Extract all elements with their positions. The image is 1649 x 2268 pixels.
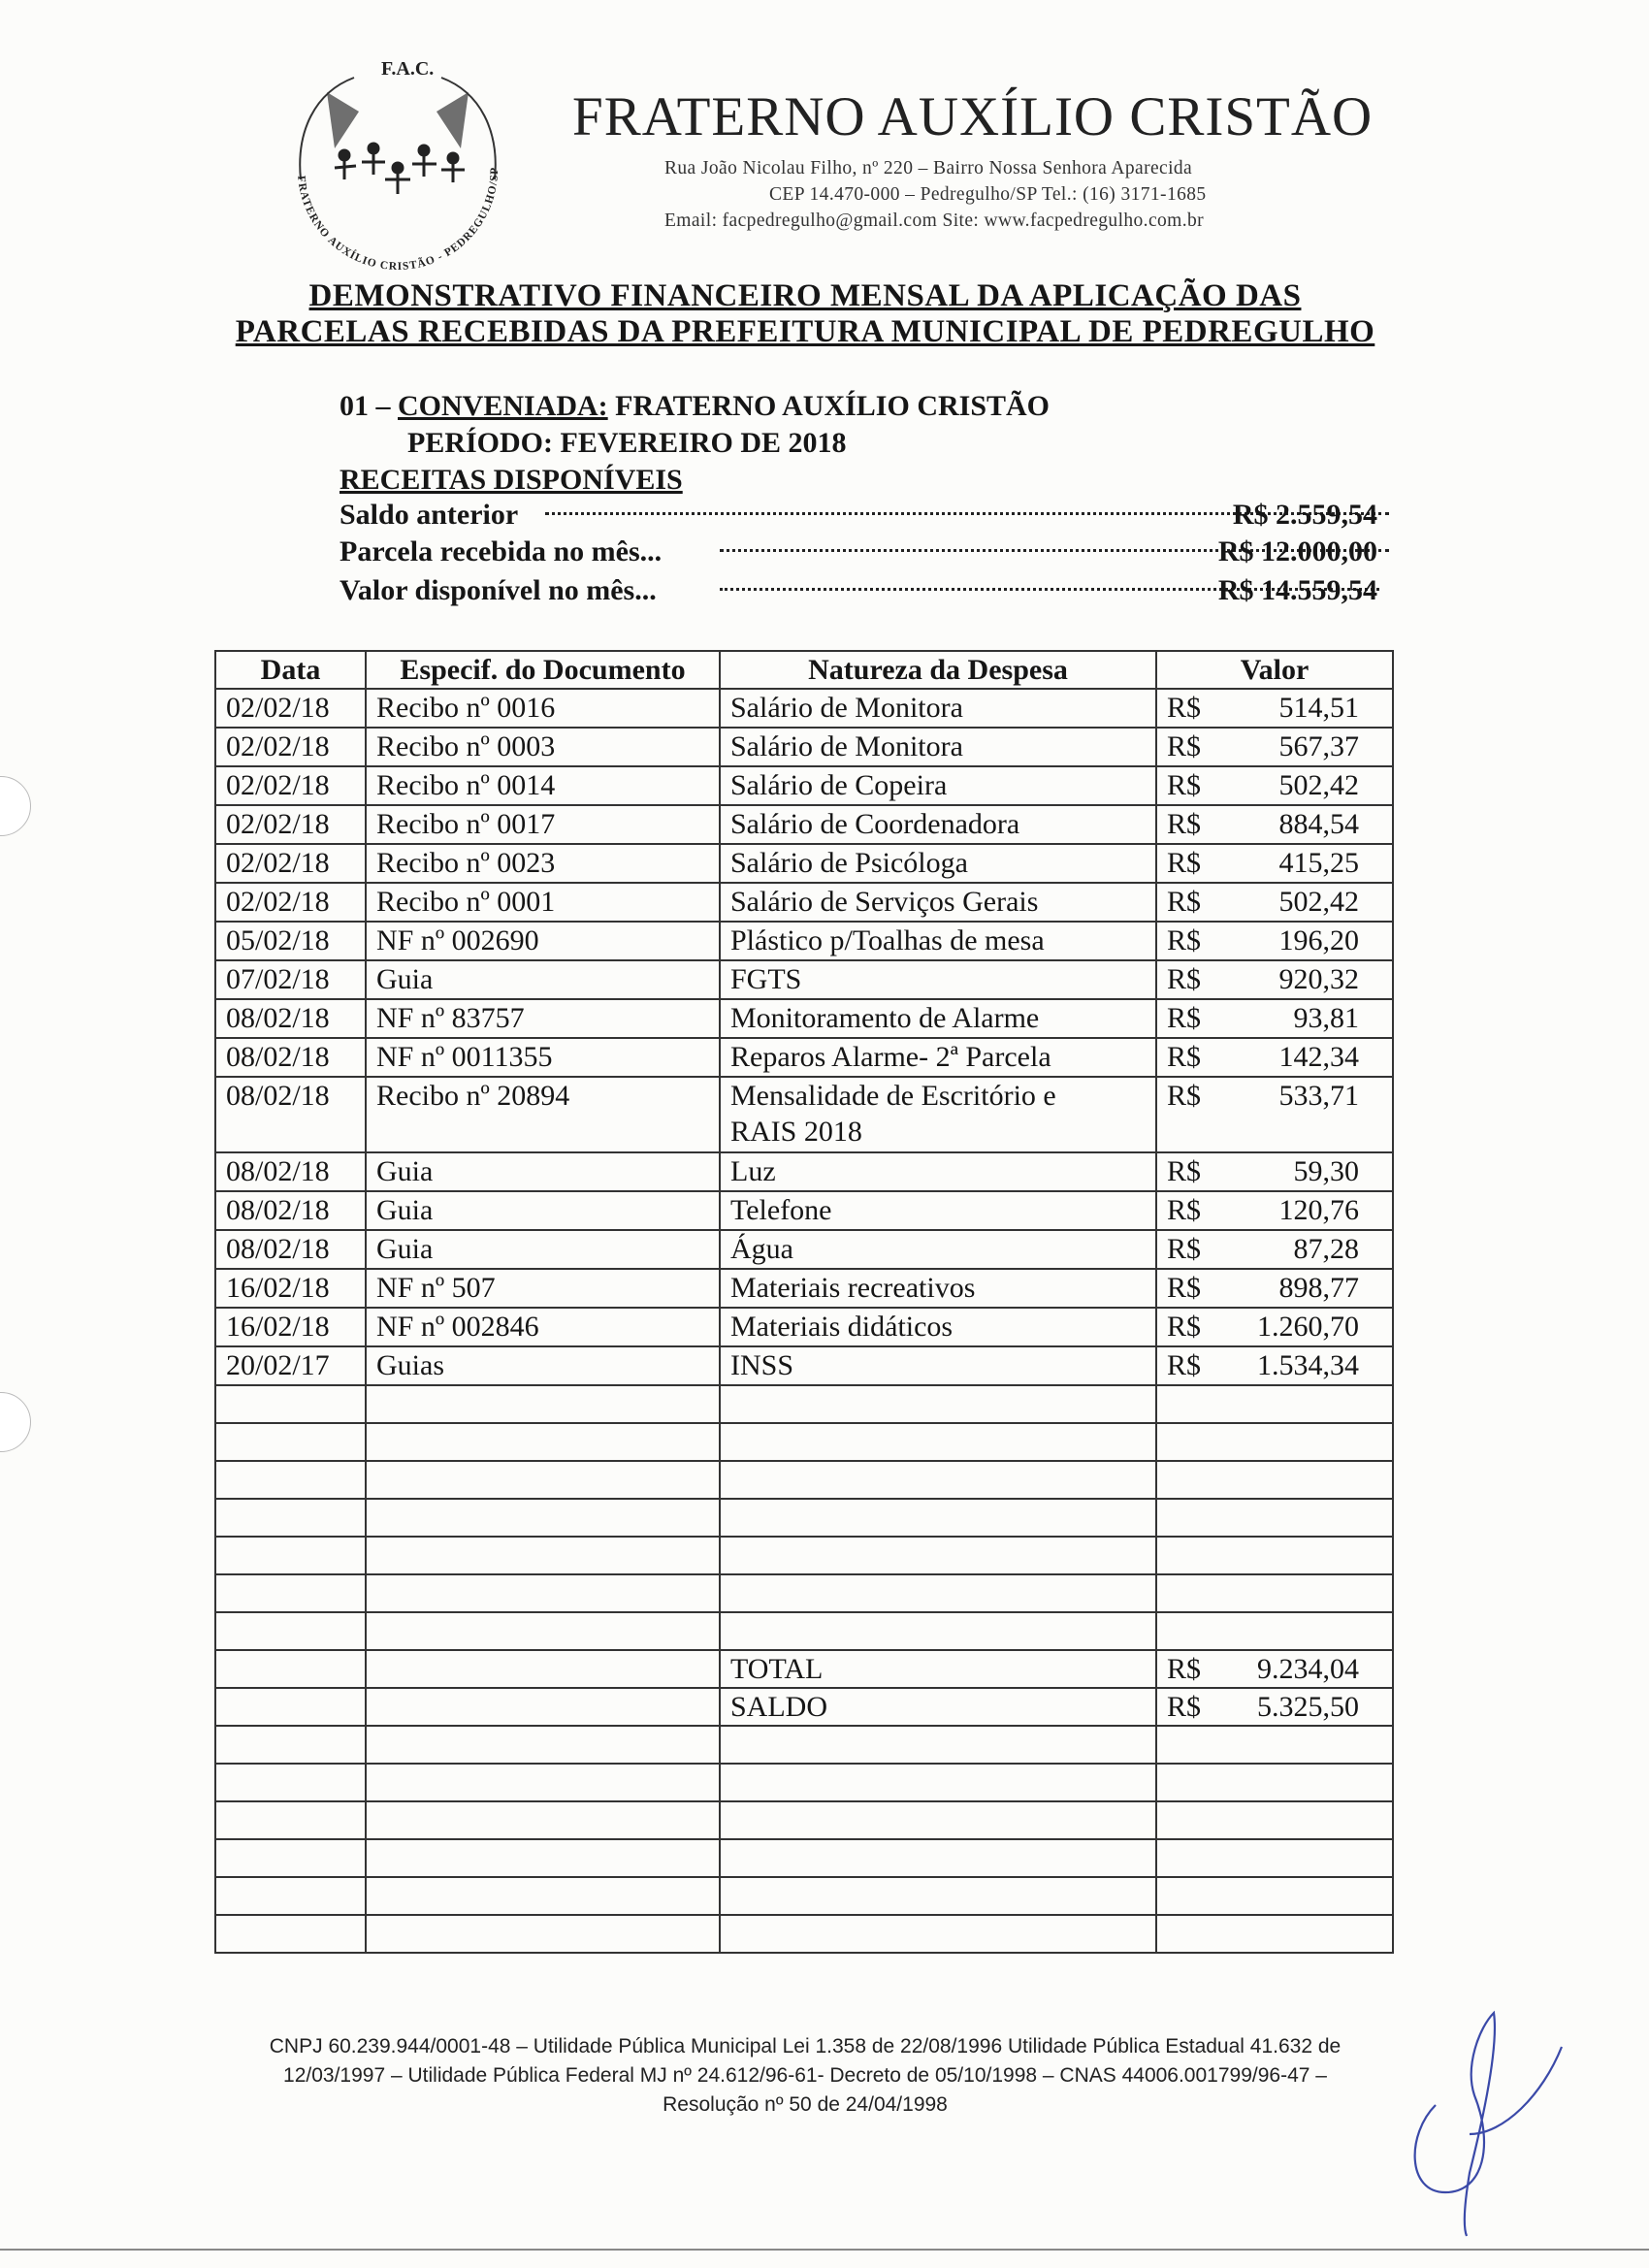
punch-hole bbox=[0, 776, 31, 836]
empty-cell bbox=[215, 1688, 366, 1726]
empty-cell bbox=[215, 1499, 366, 1537]
table-row bbox=[215, 1038, 1393, 1077]
cell-data: 08/02/18 bbox=[215, 1077, 366, 1152]
cell-valor: 1.534,34 bbox=[1224, 1346, 1393, 1385]
empty-cell bbox=[366, 1801, 720, 1839]
cell-currency: R$ bbox=[1156, 1269, 1224, 1308]
natureza-text-cont: RAIS 2018 bbox=[730, 1116, 862, 1148]
cell-natureza bbox=[720, 1038, 1156, 1077]
cell-natureza bbox=[720, 1152, 1156, 1191]
empty-cell bbox=[720, 1801, 1156, 1839]
empty-row bbox=[215, 1385, 1393, 1423]
cell-natureza bbox=[720, 960, 1156, 999]
empty-cell bbox=[720, 1461, 1156, 1499]
cell-documento: NF nº 002690 bbox=[366, 922, 720, 960]
periodo: PERÍODO: FEVEREIRO DE 2018 bbox=[407, 427, 847, 459]
table-row bbox=[215, 689, 1393, 728]
handwritten-signature bbox=[1377, 1989, 1571, 2241]
cell-valor: 87,28 bbox=[1224, 1230, 1393, 1269]
empty-cell bbox=[1224, 1877, 1393, 1915]
document-title-line-2: PARCELAS RECEBIDAS DA PREFEITURA MUNICIPAL DE PEDREGULHO bbox=[235, 314, 1375, 349]
empty-row bbox=[215, 1764, 1393, 1801]
cell-currency: R$ bbox=[1156, 1038, 1224, 1077]
cell-documento: Guia bbox=[366, 1191, 720, 1230]
empty-cell bbox=[366, 1726, 720, 1764]
empty-cell bbox=[215, 1650, 366, 1688]
empty-cell bbox=[215, 1423, 366, 1461]
cell-documento: Recibo nº 0003 bbox=[366, 728, 720, 766]
empty-cell bbox=[1156, 1726, 1224, 1764]
empty-cell bbox=[1224, 1612, 1393, 1650]
empty-cell bbox=[720, 1726, 1156, 1764]
natureza-text: INSS bbox=[730, 1349, 794, 1381]
address-line-3: Email: facpedregulho@gmail.com Site: www.facpedregulho.com.br bbox=[664, 211, 1205, 231]
cell-currency: R$ bbox=[1156, 960, 1224, 999]
total-row bbox=[215, 1650, 1393, 1688]
natureza-text: Luz bbox=[730, 1155, 776, 1187]
page-edge-line bbox=[0, 2249, 1649, 2251]
cell-currency: R$ bbox=[1156, 1308, 1224, 1346]
cell-currency: R$ bbox=[1156, 844, 1224, 883]
cell-documento: Guia bbox=[366, 960, 720, 999]
table-header-row bbox=[215, 651, 1393, 689]
footer-line-3: Resolução nº 50 de 24/04/1998 bbox=[663, 2093, 948, 2116]
header-data: Data bbox=[215, 651, 366, 689]
natureza-text: Salário de Monitora bbox=[730, 730, 963, 762]
cell-valor: 533,71 bbox=[1224, 1077, 1393, 1152]
receita-saldo-anterior bbox=[340, 499, 1377, 534]
cell-currency: R$ bbox=[1156, 1077, 1224, 1152]
table-row bbox=[215, 844, 1393, 883]
empty-cell bbox=[215, 1612, 366, 1650]
cell-currency: R$ bbox=[1156, 922, 1224, 960]
cell-valor: 502,42 bbox=[1224, 883, 1393, 922]
empty-cell bbox=[1156, 1764, 1224, 1801]
cell-data: 07/02/18 bbox=[215, 960, 366, 999]
empty-row bbox=[215, 1574, 1393, 1612]
empty-cell bbox=[1156, 1915, 1224, 1953]
empty-cell bbox=[720, 1764, 1156, 1801]
empty-cell bbox=[1224, 1423, 1393, 1461]
empty-cell bbox=[215, 1915, 366, 1953]
empty-cell bbox=[720, 1915, 1156, 1953]
empty-cell bbox=[215, 1839, 366, 1877]
empty-row bbox=[215, 1801, 1393, 1839]
empty-cell bbox=[366, 1574, 720, 1612]
cell-currency: R$ bbox=[1156, 1191, 1224, 1230]
table-row bbox=[215, 728, 1393, 766]
punch-hole bbox=[0, 1392, 31, 1452]
natureza-text: Plástico p/Toalhas de mesa bbox=[730, 924, 1045, 956]
empty-cell bbox=[1156, 1423, 1224, 1461]
cell-data: 16/02/18 bbox=[215, 1269, 366, 1308]
conveniada-name: FRATERNO AUXÍLIO CRISTÃO bbox=[607, 390, 1051, 422]
cell-natureza bbox=[720, 1346, 1156, 1385]
header-valor: Valor bbox=[1156, 651, 1393, 689]
table-row bbox=[215, 922, 1393, 960]
table-row bbox=[215, 1308, 1393, 1346]
empty-cell bbox=[366, 1385, 720, 1423]
cell-natureza bbox=[720, 922, 1156, 960]
empty-row bbox=[215, 1915, 1393, 1953]
table-row bbox=[215, 960, 1393, 999]
cell-data: 02/02/18 bbox=[215, 689, 366, 728]
cell-valor: 415,25 bbox=[1224, 844, 1393, 883]
table-row bbox=[215, 999, 1393, 1038]
document-title-line-1: DEMONSTRATIVO FINANCEIRO MENSAL DA APLICAÇÃO DAS bbox=[308, 278, 1302, 313]
empty-cell bbox=[1224, 1839, 1393, 1877]
cell-documento: Guia bbox=[366, 1230, 720, 1269]
address-line-1: Rua João Nicolau Filho, nº 220 – Bairro Nossa Senhora Aparecida bbox=[664, 158, 1193, 178]
cell-valor: 884,54 bbox=[1224, 805, 1393, 844]
natureza-text: Salário de Copeira bbox=[730, 769, 948, 801]
cell-data: 08/02/18 bbox=[215, 1230, 366, 1269]
empty-cell bbox=[1156, 1499, 1224, 1537]
cell-currency: R$ bbox=[1156, 1230, 1224, 1269]
empty-cell bbox=[366, 1915, 720, 1953]
logo-initials: F.A.C. bbox=[381, 58, 435, 80]
empty-cell bbox=[366, 1839, 720, 1877]
cell-documento: Guias bbox=[366, 1346, 720, 1385]
empty-cell bbox=[720, 1612, 1156, 1650]
footer-line-1: CNPJ 60.239.944/0001-48 – Utilidade Pública Municipal Lei 1.358 de 22/08/1996 Utilidade Pública Estadual 41.632 de bbox=[269, 2035, 1342, 2057]
cell-valor: 920,32 bbox=[1224, 960, 1393, 999]
cell-valor: 59,30 bbox=[1224, 1152, 1393, 1191]
cell-natureza bbox=[720, 1308, 1156, 1346]
cell-documento: Recibo nº 20894 bbox=[366, 1077, 720, 1152]
empty-cell bbox=[215, 1801, 366, 1839]
empty-cell bbox=[215, 1726, 366, 1764]
natureza-text: Mensalidade de Escritório e bbox=[730, 1080, 1056, 1112]
logo-ring-text: FRATERNO AUXÍLIO CRISTÃO - PEDREGULHO/SP bbox=[295, 166, 501, 274]
receita-parcela-recebida bbox=[340, 535, 1377, 570]
cell-natureza bbox=[720, 999, 1156, 1038]
table-row bbox=[215, 805, 1393, 844]
empty-cell bbox=[366, 1650, 720, 1688]
empty-cell bbox=[720, 1574, 1156, 1612]
empty-cell bbox=[366, 1764, 720, 1801]
empty-cell bbox=[1224, 1726, 1393, 1764]
cell-data: 05/02/18 bbox=[215, 922, 366, 960]
empty-cell bbox=[215, 1574, 366, 1612]
empty-cell bbox=[1224, 1499, 1393, 1537]
table-row bbox=[215, 1346, 1393, 1385]
cell-valor: 196,20 bbox=[1224, 922, 1393, 960]
cell-data: 08/02/18 bbox=[215, 1152, 366, 1191]
cell-valor: 142,34 bbox=[1224, 1038, 1393, 1077]
empty-cell bbox=[366, 1423, 720, 1461]
cell-data: 08/02/18 bbox=[215, 1038, 366, 1077]
header-natureza: Natureza da Despesa bbox=[720, 651, 1156, 689]
receita-label: Saldo anterior bbox=[340, 499, 519, 531]
cell-documento: Recibo nº 0016 bbox=[366, 689, 720, 728]
conveniada-line bbox=[340, 390, 1050, 423]
receitas-title: RECEITAS DISPONÍVEIS bbox=[340, 464, 683, 496]
empty-row bbox=[215, 1423, 1393, 1461]
empty-row bbox=[215, 1726, 1393, 1764]
empty-cell bbox=[1156, 1537, 1224, 1574]
cell-natureza bbox=[720, 766, 1156, 805]
cell-currency: R$ bbox=[1156, 1650, 1224, 1688]
cell-documento: Recibo nº 0001 bbox=[366, 883, 720, 922]
receita-value: R$ 12.000,00 bbox=[1217, 535, 1377, 567]
empty-cell bbox=[1224, 1764, 1393, 1801]
cell-documento: NF nº 83757 bbox=[366, 999, 720, 1038]
cell-natureza bbox=[720, 883, 1156, 922]
table-row bbox=[215, 766, 1393, 805]
empty-row bbox=[215, 1612, 1393, 1650]
cell-natureza bbox=[720, 805, 1156, 844]
cell-valor: 93,81 bbox=[1224, 999, 1393, 1038]
empty-cell bbox=[1156, 1612, 1224, 1650]
empty-cell bbox=[366, 1688, 720, 1726]
empty-cell bbox=[215, 1537, 366, 1574]
cell-valor: 120,76 bbox=[1224, 1191, 1393, 1230]
table-row bbox=[215, 1152, 1393, 1191]
total-value: 9.234,04 bbox=[1224, 1650, 1393, 1688]
cell-natureza bbox=[720, 1269, 1156, 1308]
table-row bbox=[215, 1269, 1393, 1308]
cell-natureza bbox=[720, 1230, 1156, 1269]
natureza-text: Salário de Psicóloga bbox=[730, 847, 968, 879]
cell-data: 08/02/18 bbox=[215, 999, 366, 1038]
natureza-text: Materiais didáticos bbox=[730, 1311, 954, 1343]
natureza-text: Água bbox=[730, 1233, 793, 1265]
natureza-text: Reparos Alarme- 2ª Parcela bbox=[730, 1041, 1051, 1073]
natureza-text: Salário de Serviços Gerais bbox=[730, 886, 1039, 918]
empty-cell bbox=[366, 1612, 720, 1650]
empty-cell bbox=[1224, 1915, 1393, 1953]
cell-natureza bbox=[720, 689, 1156, 728]
conveniada-label: CONVENIADA: bbox=[398, 390, 608, 422]
header-documento: Especif. do Documento bbox=[366, 651, 720, 689]
empty-cell bbox=[720, 1499, 1156, 1537]
footer-line-2: 12/03/1997 – Utilidade Pública Federal MJ nº 24.612/96-61- Decreto de 05/10/1998 – CNAS 44006.001799/96-47 – bbox=[283, 2064, 1327, 2087]
natureza-text: Salário de Coordenadora bbox=[730, 808, 1020, 840]
cell-valor: 567,37 bbox=[1224, 728, 1393, 766]
empty-cell bbox=[1224, 1574, 1393, 1612]
natureza-text: Telefone bbox=[730, 1194, 832, 1226]
empty-cell bbox=[215, 1764, 366, 1801]
cell-natureza bbox=[720, 728, 1156, 766]
cell-data: 02/02/18 bbox=[215, 766, 366, 805]
empty-row bbox=[215, 1839, 1393, 1877]
cell-documento: Guia bbox=[366, 1152, 720, 1191]
natureza-text: Monitoramento de Alarme bbox=[730, 1002, 1040, 1034]
cell-currency: R$ bbox=[1156, 689, 1224, 728]
cell-data: 02/02/18 bbox=[215, 883, 366, 922]
empty-row bbox=[215, 1499, 1393, 1537]
cell-documento: NF nº 507 bbox=[366, 1269, 720, 1308]
table-row bbox=[215, 1191, 1393, 1230]
saldo-row bbox=[215, 1688, 1393, 1726]
natureza-text: Salário de Monitora bbox=[730, 692, 963, 724]
empty-cell bbox=[1156, 1839, 1224, 1877]
saldo-label: SALDO bbox=[720, 1688, 1156, 1726]
empty-cell bbox=[1156, 1574, 1224, 1612]
empty-cell bbox=[215, 1461, 366, 1499]
cell-data: 08/02/18 bbox=[215, 1191, 366, 1230]
cell-currency: R$ bbox=[1156, 1152, 1224, 1191]
empty-cell bbox=[366, 1461, 720, 1499]
expenses-table bbox=[214, 650, 1394, 1954]
footer bbox=[194, 2032, 1416, 2120]
empty-cell bbox=[720, 1537, 1156, 1574]
cell-currency: R$ bbox=[1156, 1688, 1224, 1726]
cell-data: 02/02/18 bbox=[215, 844, 366, 883]
cell-natureza bbox=[720, 1077, 1156, 1152]
receita-label: Parcela recebida no mês... bbox=[340, 535, 663, 567]
cell-natureza bbox=[720, 844, 1156, 883]
empty-cell bbox=[1156, 1385, 1224, 1423]
total-label: TOTAL bbox=[720, 1650, 1156, 1688]
receita-value: R$ 2.559,54 bbox=[1232, 499, 1377, 531]
cell-valor: 1.260,70 bbox=[1224, 1308, 1393, 1346]
cell-natureza bbox=[720, 1191, 1156, 1230]
empty-cell bbox=[720, 1423, 1156, 1461]
empty-cell bbox=[366, 1877, 720, 1915]
empty-cell bbox=[1156, 1461, 1224, 1499]
cell-data: 16/02/18 bbox=[215, 1308, 366, 1346]
empty-cell bbox=[366, 1537, 720, 1574]
cell-currency: R$ bbox=[1156, 883, 1224, 922]
receita-label: Valor disponível no mês... bbox=[340, 574, 657, 606]
cell-documento: NF nº 0011355 bbox=[366, 1038, 720, 1077]
empty-cell bbox=[366, 1499, 720, 1537]
cell-data: 20/02/17 bbox=[215, 1346, 366, 1385]
cell-valor: 898,77 bbox=[1224, 1269, 1393, 1308]
cell-valor: 514,51 bbox=[1224, 689, 1393, 728]
empty-cell bbox=[1224, 1801, 1393, 1839]
empty-row bbox=[215, 1537, 1393, 1574]
receita-valor-disponivel bbox=[340, 574, 1377, 609]
cell-documento: Recibo nº 0023 bbox=[366, 844, 720, 883]
cell-documento: NF nº 002846 bbox=[366, 1308, 720, 1346]
address-line-2: CEP 14.470-000 – Pedregulho/SP Tel.: (16) 3171-1685 bbox=[769, 184, 1207, 205]
empty-cell bbox=[1224, 1537, 1393, 1574]
empty-cell bbox=[1156, 1877, 1224, 1915]
natureza-text: FGTS bbox=[730, 963, 802, 995]
cell-currency: R$ bbox=[1156, 1346, 1224, 1385]
receita-value: R$ 14.559,54 bbox=[1217, 574, 1377, 606]
org-name: FRATERNO AUXÍLIO CRISTÃO bbox=[572, 86, 1374, 147]
empty-cell bbox=[215, 1385, 366, 1423]
cell-valor: 502,42 bbox=[1224, 766, 1393, 805]
fac-logo bbox=[276, 53, 519, 281]
cell-data: 02/02/18 bbox=[215, 728, 366, 766]
empty-cell bbox=[1156, 1801, 1224, 1839]
cell-data: 02/02/18 bbox=[215, 805, 366, 844]
empty-cell bbox=[720, 1839, 1156, 1877]
empty-row bbox=[215, 1461, 1393, 1499]
empty-cell bbox=[720, 1385, 1156, 1423]
empty-cell bbox=[215, 1877, 366, 1915]
empty-cell bbox=[720, 1877, 1156, 1915]
table-row bbox=[215, 883, 1393, 922]
empty-cell bbox=[1224, 1461, 1393, 1499]
conveniada-prefix: 01 – bbox=[340, 390, 398, 422]
cell-currency: R$ bbox=[1156, 766, 1224, 805]
cell-documento: Recibo nº 0014 bbox=[366, 766, 720, 805]
cell-documento: Recibo nº 0017 bbox=[366, 805, 720, 844]
cell-currency: R$ bbox=[1156, 999, 1224, 1038]
cell-currency: R$ bbox=[1156, 805, 1224, 844]
natureza-text: Materiais recreativos bbox=[730, 1272, 976, 1304]
table-row bbox=[215, 1077, 1393, 1152]
empty-cell bbox=[1224, 1385, 1393, 1423]
cell-currency: R$ bbox=[1156, 728, 1224, 766]
empty-row bbox=[215, 1877, 1393, 1915]
table-row bbox=[215, 1230, 1393, 1269]
saldo-value: 5.325,50 bbox=[1224, 1688, 1393, 1726]
